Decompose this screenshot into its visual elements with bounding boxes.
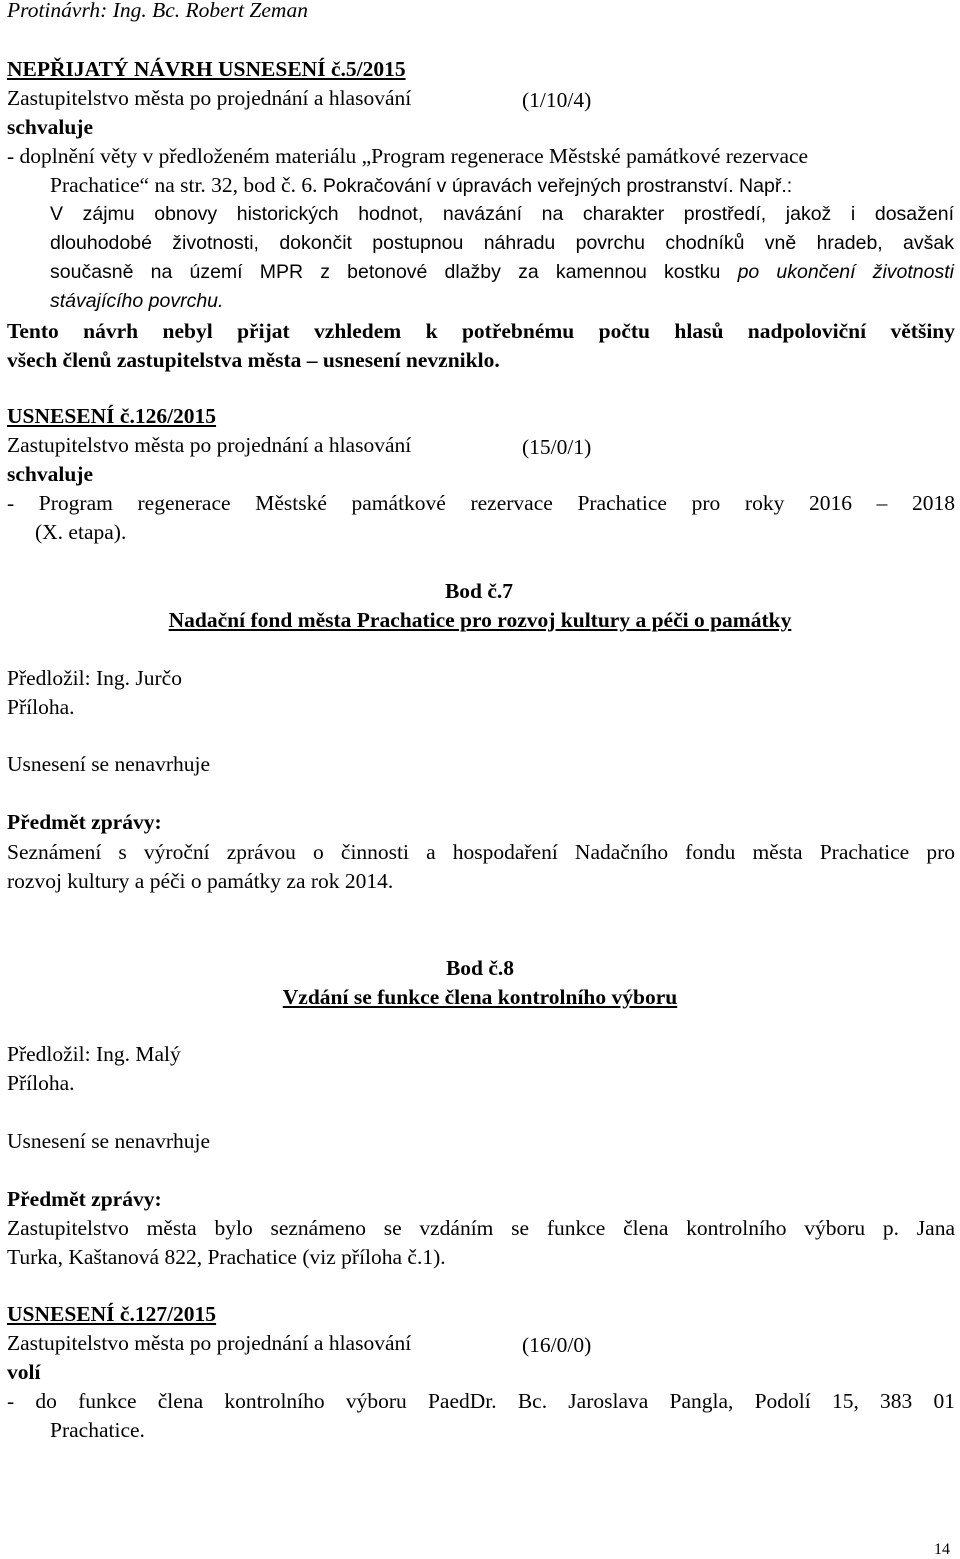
rejected-item-line6: stávajícího povrchu. [50,290,224,312]
bod7-subject-line1: Seznámení s výroční zprávou o činnosti a hospodaření Nadačního fondu města Prachatice pro [7,840,955,864]
rejected-resolution-heading: NEPŘIJATÝ NÁVRH USNESENÍ č.5/2015 [7,57,406,81]
page-number: 14 [934,1541,950,1558]
resolution-127-vote: (16/0/0) [522,1333,592,1357]
bod8-subject-label: Předmět zprávy: [7,1187,162,1211]
bod7-title: Nadační fond města Prachatice pro rozvoj kultury a péči o památky [168,608,792,632]
header-counterproposal: Protinávrh: Ing. Bc. Robert Zeman [7,0,308,22]
resolution-127-item-line1: - do funkce člena kontrolního výboru PaedDr. Bc. Jaroslava Pangla, Podolí 15, 383 01 [7,1389,955,1413]
bod7-proposal: Usnesení se nenavrhuje [7,752,210,776]
bod8-subject-line2: Turka, Kaštanová 822, Prachatice (viz příloha č.1). [7,1245,446,1269]
resolution-126-heading: USNESENÍ č.126/2015 [7,404,217,428]
resolution-127-verb: volí [7,1360,41,1384]
bod8-title: Vzdání se funkce člena kontrolního výboru [282,985,678,1009]
resolution-126-intro: Zastupitelstvo města po projednání a hlasování [7,433,412,457]
rejected-item-line2-b: Pokračování v úpravách veřejných prostranství. Např.: [322,175,793,197]
bod8-subject-line1: Zastupitelstvo města bylo seznámeno se vzdáním se funkce člena kontrolního výboru p. Jana [7,1216,955,1240]
resolution-126-item-line2: (X. etapa). [35,520,127,544]
rejected-resolution-verb: schvaluje [7,115,93,139]
bod8-attachment: Příloha. [7,1071,75,1095]
bod7-subject-label: Předmět zprávy: [7,810,162,834]
resolution-126-vote: (15/0/1) [522,435,592,459]
bod7-attachment: Příloha. [7,695,75,719]
rejected-item-line4: dlouhodobé životnosti, dokončit postupnou náhradu povrchu chodníků vně hradeb, avšak [50,232,954,254]
resolution-126-verb: schvaluje [7,462,93,486]
rejected-note-line1: Tento návrh nebyl přijat vzhledem k potřebnému počtu hlasů nadpoloviční většiny [7,319,955,343]
bod8-proposal: Usnesení se nenavrhuje [7,1129,210,1153]
resolution-126-item-line1: - Program regenerace Městské památkové rezervace Prachatice pro roky 2016 – 2018 [7,491,955,515]
rejected-item-line3: V zájmu obnovy historických hodnot, navázání na charakter prostředí, jakož i dosažení [50,203,954,225]
bod8-presenter: Předložil: Ing. Malý [7,1042,181,1066]
rejected-item-line5-a: současně na území MPR z betonové dlažby za kamennou kostku [50,261,738,283]
bod7-label: Bod č.7 [444,579,514,603]
rejected-resolution-vote: (1/10/4) [522,88,592,112]
resolution-127-intro: Zastupitelstvo města po projednání a hlasování [7,1331,412,1355]
rejected-item-line2 [50,175,792,197]
rejected-item-line2-a: Prachatice“ na str. 32, bod č. 6. [50,173,323,197]
rejected-item-line5 [50,263,954,283]
rejected-note-line2: všech členů zastupitelstva města – usnesení nevzniklo. [7,348,500,372]
bod8-label: Bod č.8 [445,956,515,980]
rejected-item-line5-b: po ukončení životnosti [737,261,954,283]
rejected-item-line1: - doplnění věty v předloženém materiálu „Program regenerace Městské památkové rezervace [7,144,809,168]
bod7-presenter: Předložil: Ing. Jurčo [7,666,182,690]
resolution-127-item-line2: Prachatice. [50,1418,145,1442]
resolution-127-heading: USNESENÍ č.127/2015 [7,1302,217,1326]
rejected-resolution-intro: Zastupitelstvo města po projednání a hlasování [7,86,412,110]
bod7-subject-line2: rozvoj kultury a péči o památky za rok 2014. [7,869,394,893]
